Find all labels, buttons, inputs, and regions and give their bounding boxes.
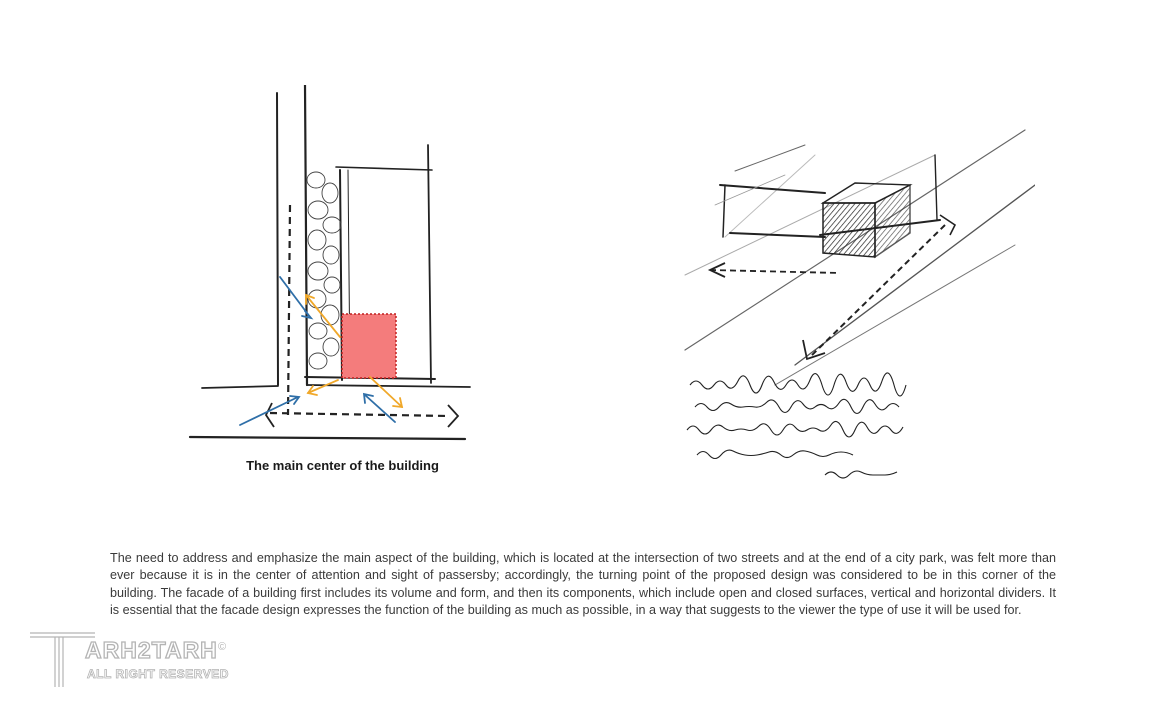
- copyright-symbol: ©: [218, 641, 227, 653]
- perspective-sketch: [675, 125, 1035, 500]
- site-plan-sketch: [180, 85, 490, 450]
- watermark-name: ARH2TARH: [85, 637, 218, 663]
- handwritten-notes: [687, 373, 906, 478]
- watermark-rights: ALL RIGHT RESERVED: [87, 667, 229, 681]
- watermark-logo: [25, 625, 240, 695]
- sketch-caption: The main center of the building: [246, 458, 439, 473]
- description-paragraph: The need to address and emphasize the main aspect of the building, which is located at the intersection of two streets and at the end of a city park, was felt more than ever because it is in the center of attention and sight of passersby; accordingly, the turning point of the proposed design was considered to be in this corner of the building. The facade of a building first includes its volume and form, and then its components, which include open and closed surfaces, vertical and horizontal dividers. It is essential that the facade design expresses the function of the building as much as possible, in a way that suggests to the viewer the type of use it will be used for.: [110, 551, 1056, 617]
- main-center-highlight: [342, 314, 396, 378]
- building-volume: [823, 203, 875, 257]
